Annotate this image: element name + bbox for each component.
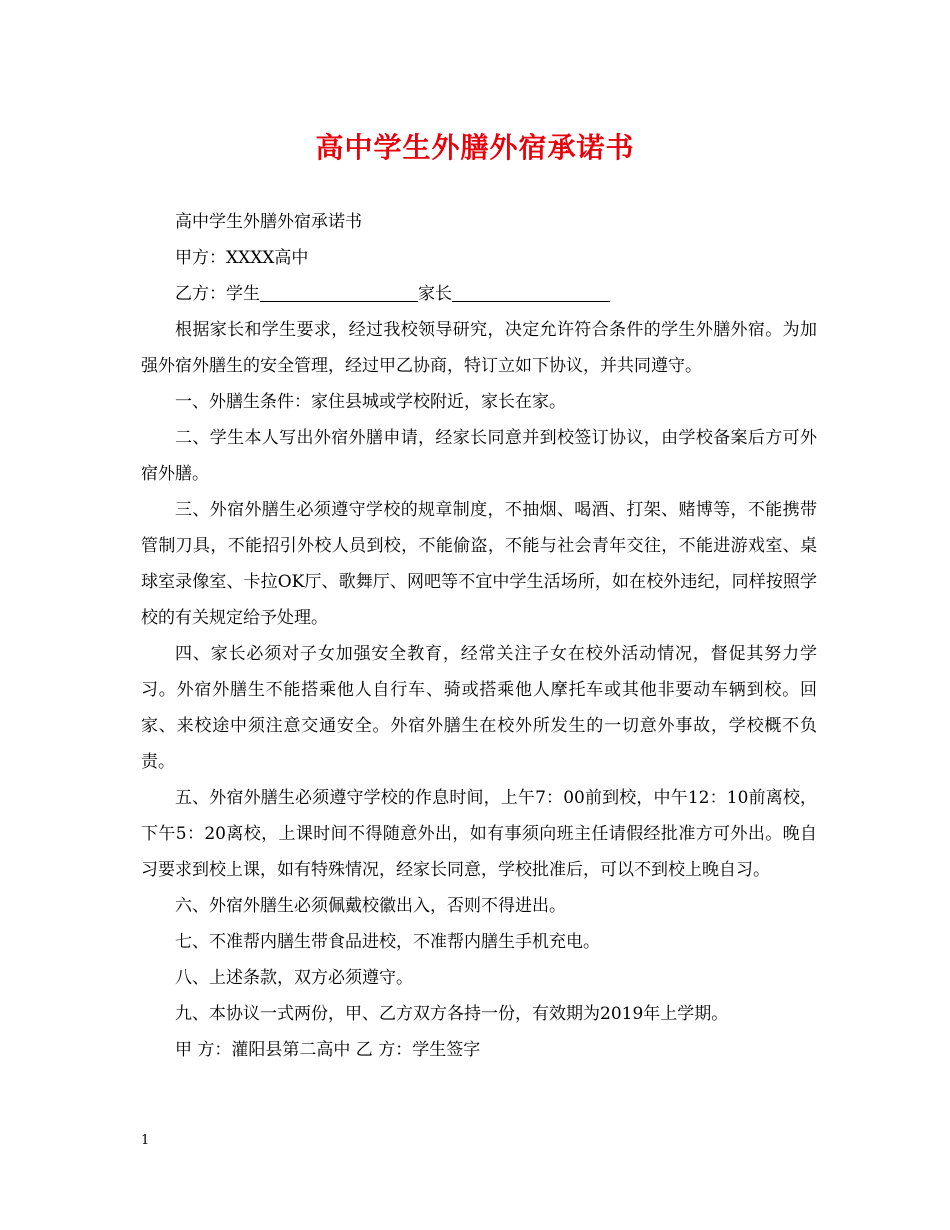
document-body: [141, 204, 817, 1068]
intro-title: 高中学生外膳外宿承诺书: [175, 212, 362, 232]
paragraph-clause-4: 四、家长必须对子女加强安全教育，经常关注子女在校外活动情况，督促其努力学习。外宿外膳生不能搭乘他人自行车、骑或搭乘他人摩托车或其他非要动车辆到校。回家、来校途中须注意交通安全。外宿外膳生在校外所发生的一切意外事故，学校概不负责。: [141, 644, 817, 772]
party-b-student-label: 乙方：学生: [175, 284, 260, 304]
signature-line: 甲 方：灌阳县第二高中 乙 方：学生签字: [175, 1040, 481, 1060]
student-name-blank: [260, 284, 418, 302]
paragraph-clause-6: 六、外宿外膳生必须佩戴校徽出入，否则不得进出。: [175, 896, 566, 916]
party-a-line: 甲方：XXXX高中: [175, 248, 309, 268]
parent-name-blank: [452, 284, 610, 302]
paragraph-clause-2: 二、学生本人写出外宿外膳申请，经家长同意并到校签订协议，由学校备案后方可外宿外膳。: [141, 428, 817, 484]
party-b-line: [141, 276, 817, 312]
paragraph-clause-9: 九、本协议一式两份，甲、乙方双方各持一份，有效期为2019年上学期。: [175, 1004, 729, 1024]
paragraph-clause-7: 七、不准帮内膳生带食品进校，不准帮内膳生手机充电。: [175, 932, 600, 952]
page-number: 1: [141, 1133, 150, 1148]
paragraph-clause-3: 三、外宿外膳生必须遵守学校的规章制度，不抽烟、喝酒、打架、赌博等，不能携带管制刀具，不能招引外校人员到校，不能偷盗，不能与社会青年交往，不能进游戏室、桌球室录像室、卡拉OK厅、歌舞厅、网吧等不宜中学生活场所，如在校外违纪，同样按照学校的有关规定给予处理。: [141, 500, 817, 628]
party-b-parent-label: 家长: [418, 284, 452, 304]
paragraph-clause-8: 八、上述条款，双方必须遵守。: [175, 968, 413, 988]
paragraph-clause-5: 五、外宿外膳生必须遵守学校的作息时间，上午7：00前到校，中午12：10前离校，下午5：20离校，上课时间不得随意外出，如有事须向班主任请假经批准方可外出。晚自习要求到校上课，如有特殊情况，经家长同意，学校批准后，可以不到校上晚自习。: [141, 788, 817, 880]
document-title: 高中学生外膳外宿承诺书: [315, 131, 635, 164]
paragraph-clause-1: 一、外膳生条件：家住县城或学校附近，家长在家。: [175, 392, 566, 412]
paragraph-preamble: 根据家长和学生要求，经过我校领导研究，决定允许符合条件的学生外膳外宿。为加强外宿外膳生的安全管理，经过甲乙协商，特订立如下协议，并共同遵守。: [141, 320, 817, 376]
